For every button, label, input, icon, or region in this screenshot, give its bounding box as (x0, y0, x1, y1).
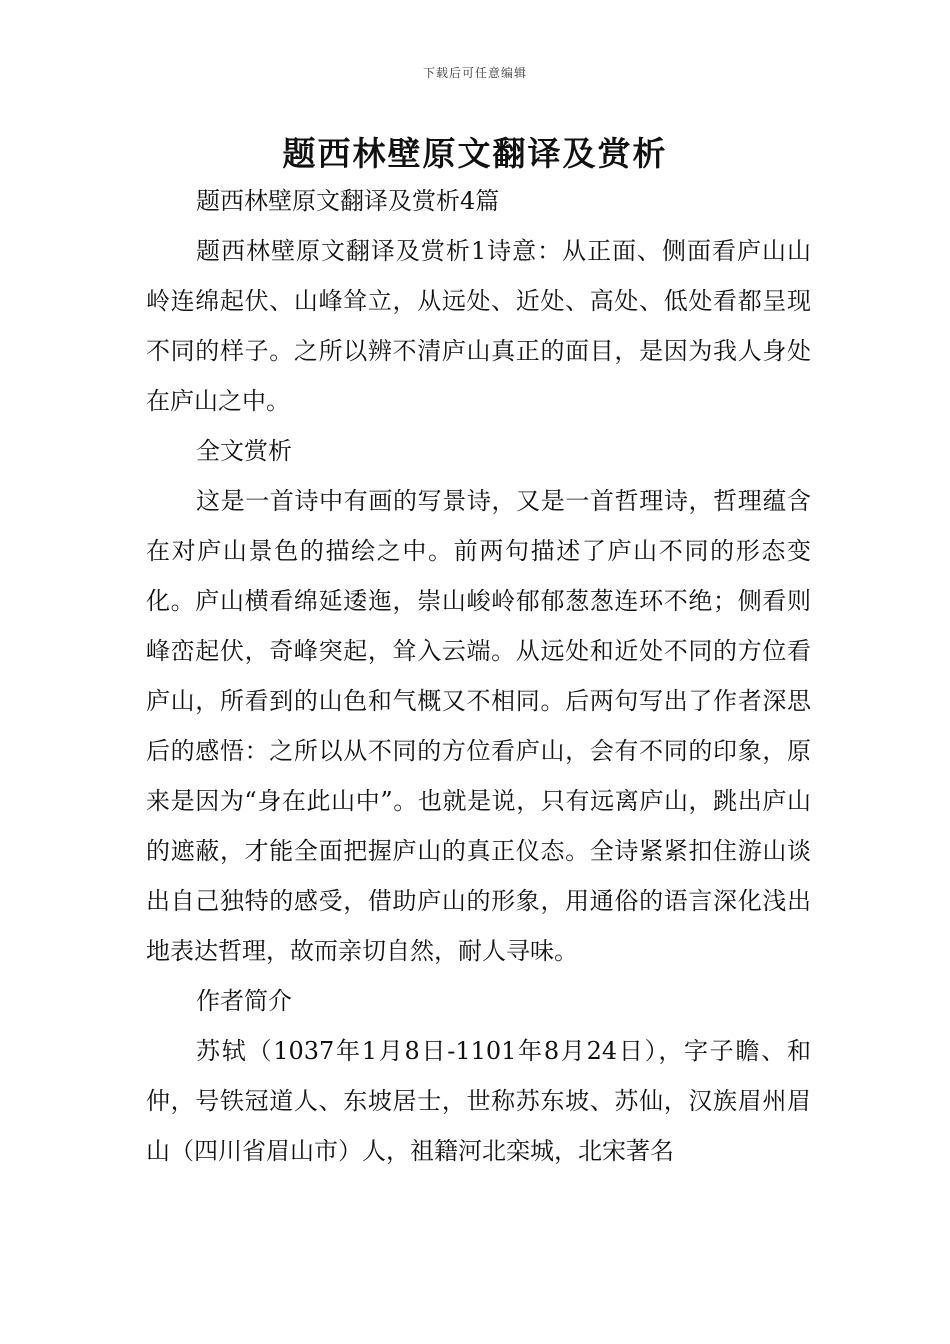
paragraph-author-bio: 苏轼（1037年1月8日-1101年8月24日），字子瞻、和仲，号铁冠道人、东坡居士，世称苏东坡、苏仙，汉族眉州眉山（四川省眉山市）人，祖籍河北栾城，北宋著名 (146, 1037, 811, 1165)
page-header: 下载后可任意编辑 (422, 66, 527, 80)
paragraph-subtitle: 题西林壁原文翻译及赏析4篇 (196, 187, 500, 215)
paragraph-appreciation: 这是一首诗中有画的写景诗，又是一首哲理诗，哲理蕴含在对庐山景色的描绘之中。前两句描述了庐山不同的形态变化。庐山横看绵延逶迤，崇山峻岭郁郁葱葱连环不绝；侧看则峰峦起伏，奇峰突起，耸入云端。从远处和近处不同的方位看庐山，所看到的山色和气概又不相同。后两句写出了作者深思后的感悟：之所以从不同的方位看庐山，会有不同的印象，原来是因为“身在此山中”。也就是说，只有远离庐山，跳出庐山的遮蔽，才能全面把握庐山的真正仪态。全诗紧紧扣住游山谈出自己独特的感受，借助庐山的形象，用通俗的语言深化浅出地表达哲理，故而亲切自然，耐人寻味。 (146, 487, 811, 965)
paragraph-translation: 题西林壁原文翻译及赏析1诗意：从正面、侧面看庐山山岭连绵起伏、山峰耸立，从远处、近处、高处、低处看都呈现不同的样子。之所以辨不清庐山真正的面目，是因为我人身处在庐山之中。 (146, 237, 811, 415)
document-title: 题西林壁原文翻译及赏析 (282, 134, 668, 173)
paragraph-heading-author: 作者简介 (196, 987, 292, 1015)
document-body (146, 176, 811, 1176)
paragraph-heading-appreciation: 全文赏析 (196, 437, 292, 465)
